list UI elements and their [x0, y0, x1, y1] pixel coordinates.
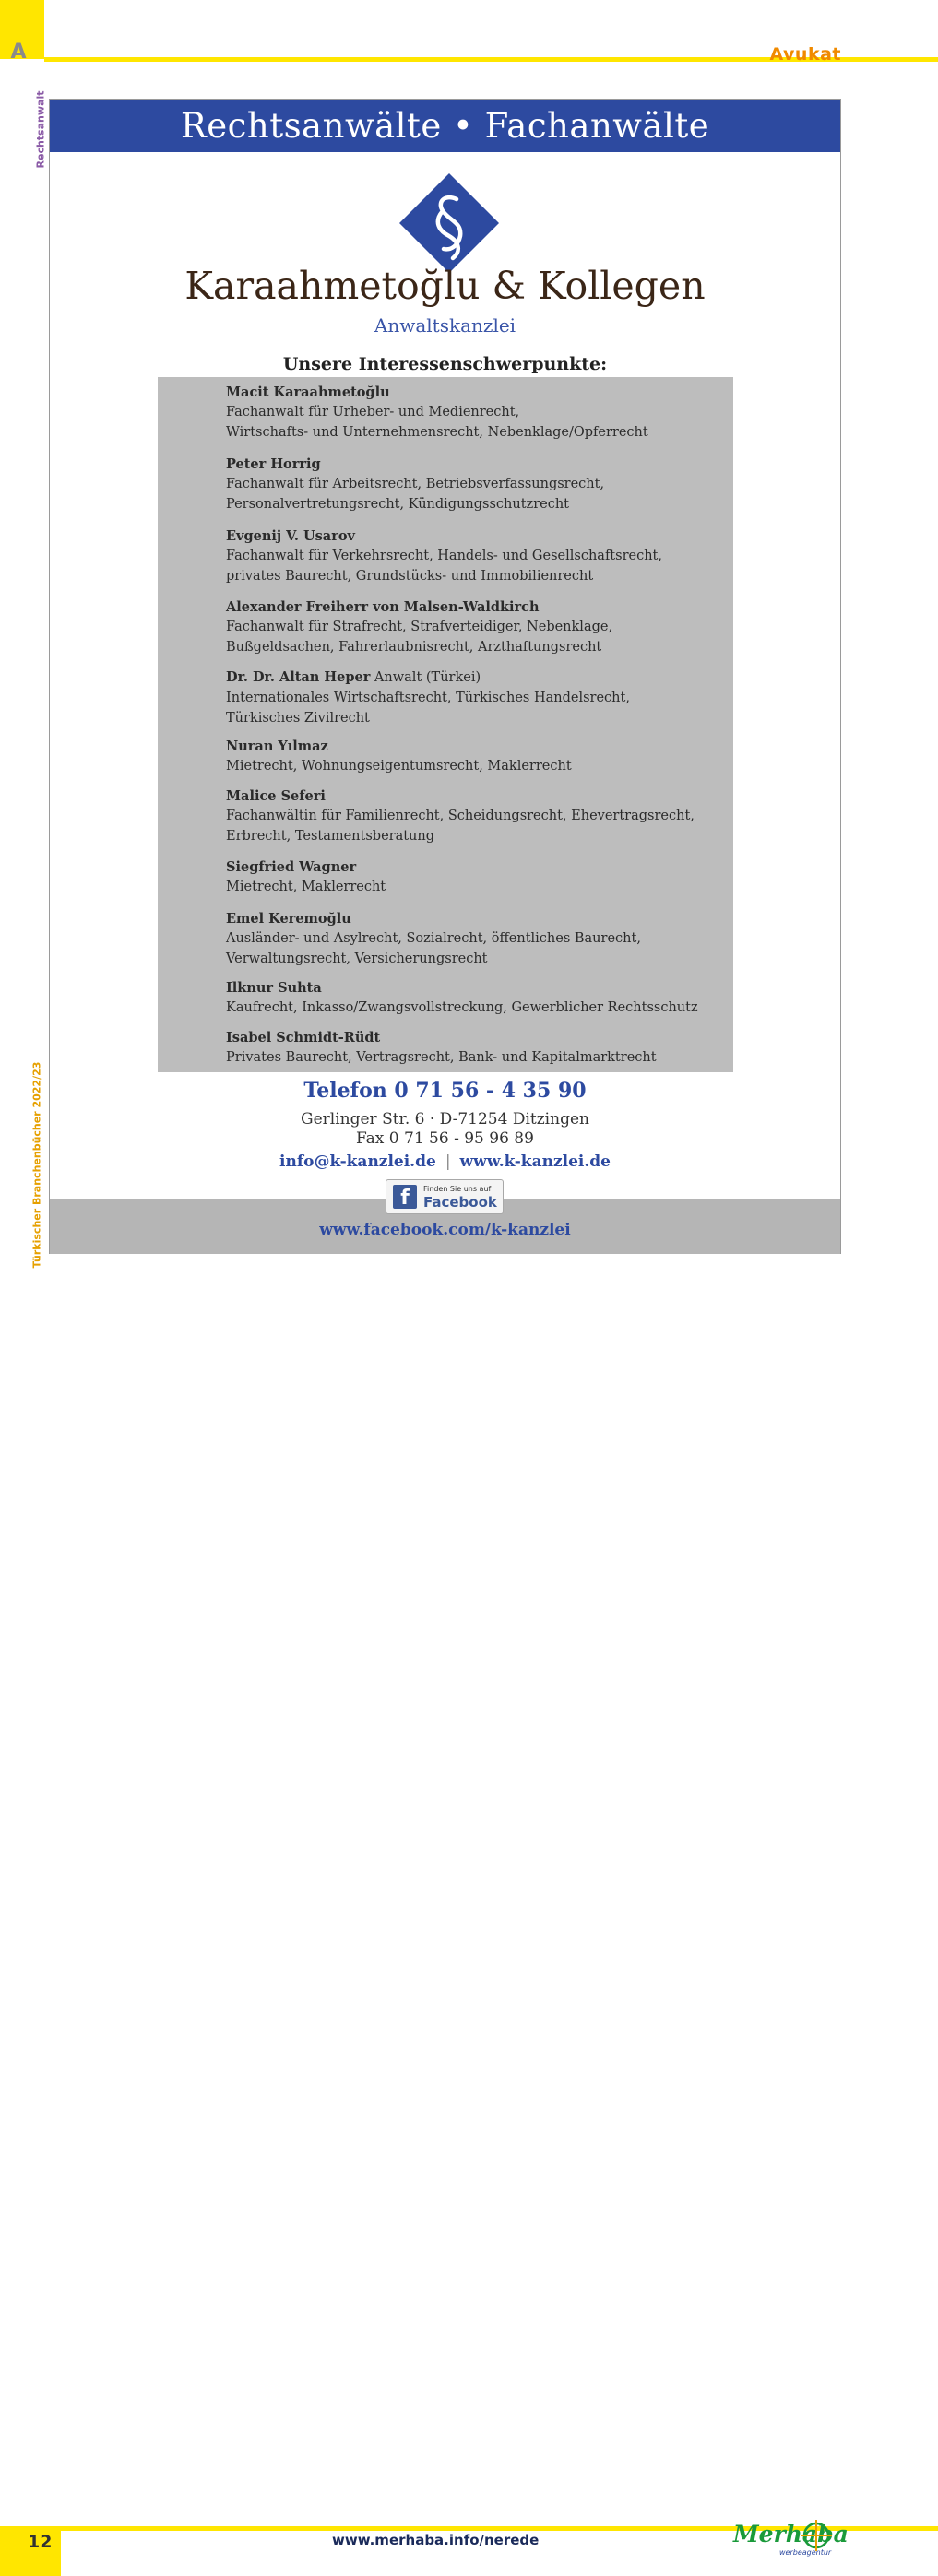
contact-links: [50, 1152, 840, 1171]
facebook-icon: f: [393, 1185, 417, 1209]
lawyer-entry: [226, 909, 724, 969]
side-label-category: [31, 92, 50, 166]
phone-number: Telefon 0 71 56 - 4 35 90: [303, 1079, 587, 1103]
lawyer-name: Emel Keremoğlu: [226, 911, 351, 927]
specialty-line: Verwaltungsrecht, Versicherungsrecht: [226, 951, 488, 966]
lawyer-name: Nuran Yılmaz: [226, 739, 328, 754]
fax-number: Fax 0 71 56 - 95 96 89: [356, 1129, 534, 1148]
lawyer-name: Alexander Freiherr von Malsen-Waldkirch: [226, 599, 540, 615]
ad-header: Rechtsanwälte • Fachanwälte: [50, 100, 840, 152]
website-link[interactable]: www.k-kanzlei.de: [459, 1152, 611, 1171]
specialty-line: Internationales Wirtschaftsrecht, Türkisches Handelsrecht,: [226, 691, 630, 705]
specialty-line: Fachanwältin für Familienrecht, Scheidungsrecht, Ehevertragsrecht,: [226, 809, 695, 823]
lawyer-name: Evgenij V. Usarov: [226, 528, 355, 544]
lawyer-name: Peter Horrig: [226, 456, 321, 472]
index-letter: A: [10, 41, 27, 64]
facebook-url[interactable]: www.facebook.com/k-kanzlei: [319, 1221, 571, 1239]
specialty-line: Erbrecht, Testamentsberatung: [226, 829, 435, 844]
specialty-line: Fachanwalt für Strafrecht, Strafverteidiger, Nebenklage,: [226, 620, 613, 634]
lawyer-entry: [226, 383, 724, 443]
facebook-caption: Finden Sie uns auf: [423, 1185, 492, 1193]
specialty-line: Kaufrecht, Inkasso/Zwangsvollstreckung, Gewerblicher Rechtsschutz: [226, 1000, 698, 1015]
section-title: Avukat: [769, 44, 841, 65]
lawyer-name: [226, 668, 724, 688]
brand-subtitle: werbeagentur: [779, 2548, 832, 2557]
lawyer-entry: [226, 786, 724, 846]
specialty-line: Bußgeldsachen, Fahrerlaubnisrecht, Arzthaftungsrecht: [226, 640, 602, 655]
brand-logo-text: Merhaba: [733, 2521, 849, 2547]
lawyer-list: [158, 377, 733, 1072]
lawyer-name-text: Dr. Dr. Altan Heper: [226, 669, 371, 685]
specialty-line: Privates Baurecht, Vertragsrecht, Bank- und Kapitalmarktrecht: [226, 1050, 657, 1065]
section-sign-diamond-icon: [398, 171, 501, 275]
lawyer-entry: [226, 978, 724, 1018]
facebook-label: Facebook: [423, 1194, 497, 1211]
footer-url[interactable]: www.merhaba.info/nerede: [332, 2532, 540, 2548]
footer-bar: [0, 1261, 938, 2557]
specialty-line: Fachanwalt für Verkehrsrecht, Handels- und Gesellschaftsrecht,: [226, 549, 662, 563]
facebook-badge[interactable]: [386, 1179, 504, 1214]
lawyer-entry: [226, 857, 724, 897]
lawyer-name: Isabel Schmidt-Rüdt: [226, 1030, 381, 1046]
lawyer-name: Siegfried Wagner: [226, 859, 357, 875]
specialty-line: Fachanwalt für Urheber- und Medienrecht,: [226, 405, 520, 419]
top-bar: [0, 0, 938, 63]
specialty-line: Mietrecht, Maklerrecht: [226, 880, 386, 894]
lawyer-name: Malice Seferi: [226, 788, 326, 804]
specialty-line: Personalvertretungsrecht, Kündigungsschutzrecht: [226, 497, 569, 512]
side-label-category-text: Rechtsanwalt: [34, 90, 47, 168]
lawyer-entry: [226, 1028, 724, 1068]
specialty-line: Mietrecht, Wohnungseigentumsrecht, Maklerrecht: [226, 759, 572, 774]
specialty-line: Ausländer- und Asylrecht, Sozialrecht, öffentliches Baurecht,: [226, 931, 641, 946]
link-separator: |: [445, 1152, 451, 1171]
side-label-publication-text: Türkischer Branchenbücher 2022/23: [30, 1061, 43, 1268]
lawyer-name: Macit Karaahmetoğlu: [226, 384, 390, 400]
specialty-line: Türkisches Zivilrecht: [226, 711, 370, 726]
lawyer-entry: [226, 455, 724, 514]
page-number: 12: [28, 2532, 53, 2552]
lawyer-tag: Anwalt (Türkei): [370, 670, 481, 685]
lawyer-entry: [226, 526, 724, 586]
lawyer-entry: [226, 737, 724, 776]
postal-address: Gerlinger Str. 6 · D-71254 Ditzingen: [301, 1110, 589, 1128]
side-label-publication: [28, 1061, 46, 1268]
specialty-line: privates Baurecht, Grundstücks- und Immobilienrecht: [226, 569, 594, 584]
firm-subtitle: Anwaltskanzlei: [374, 314, 516, 337]
lawyer-entry: [226, 597, 724, 657]
lawyer-name: Ilknur Suhta: [226, 980, 322, 996]
email-link[interactable]: info@k-kanzlei.de: [279, 1152, 436, 1171]
advertisement: [49, 99, 841, 1254]
specialty-line: Fachanwalt für Arbeitsrecht, Betriebsverfassungsrecht,: [226, 477, 605, 491]
interests-title: Unsere Interessenschwerpunkte:: [282, 354, 608, 374]
firm-name: Karaahmetoğlu & Kollegen: [184, 264, 706, 308]
lawyer-entry: [226, 668, 724, 728]
crosshair-icon: [799, 2518, 834, 2553]
specialty-line: Wirtschafts- und Unternehmensrecht, Nebenklage/Opferrecht: [226, 425, 648, 440]
